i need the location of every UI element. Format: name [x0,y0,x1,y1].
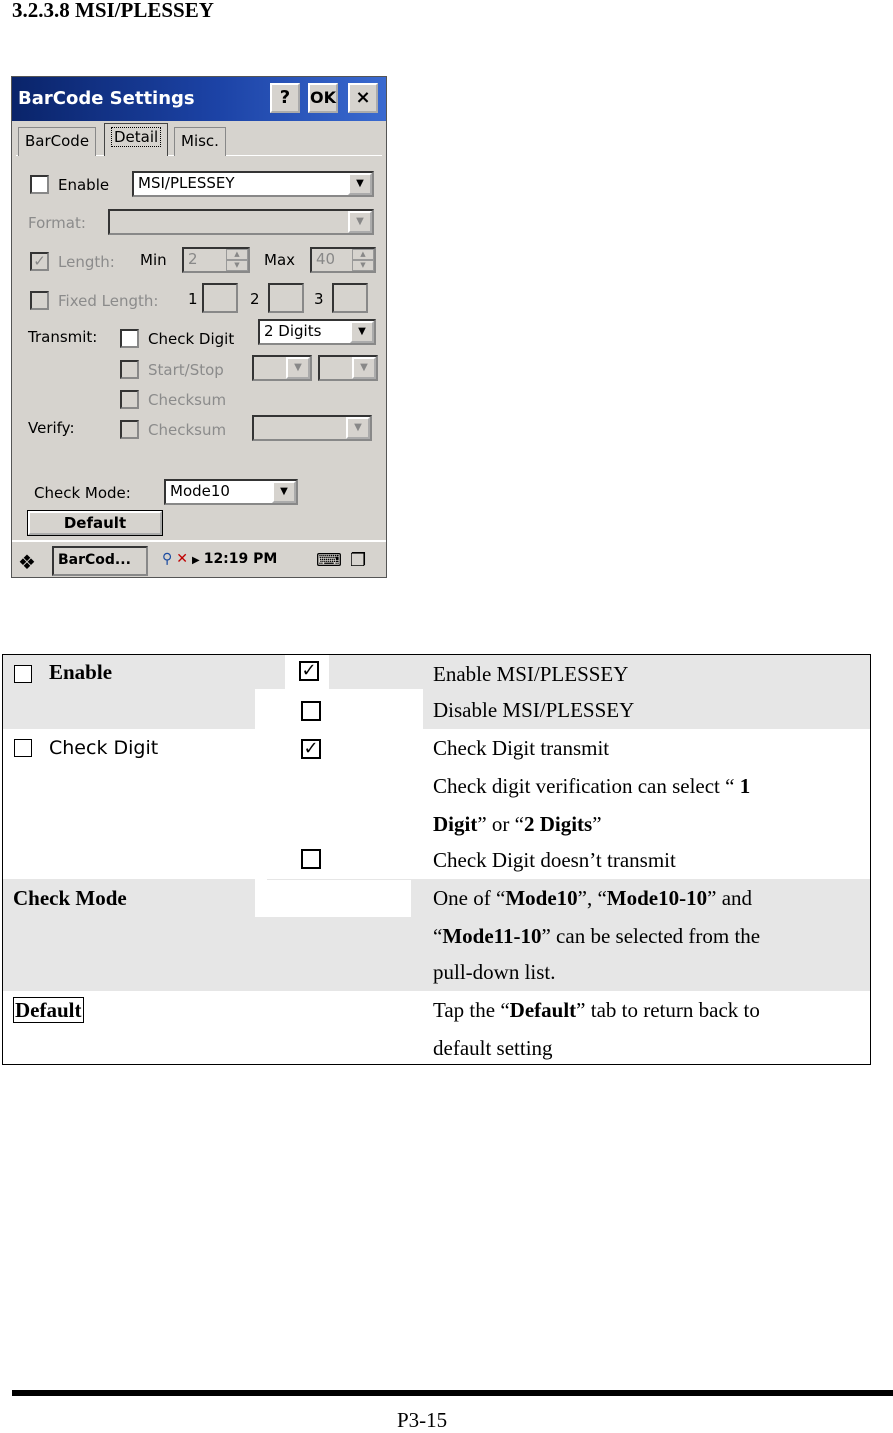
verify-checksum-checkbox[interactable] [120,420,139,439]
fixed-length-label: Fixed Length: [58,292,159,310]
enable-option-box [14,665,32,683]
connection-icon[interactable]: ⚲ [162,551,173,567]
check-digit-off-text: Check Digit doesn’t transmit [433,848,676,872]
windows-switch-icon[interactable]: ❐ [350,550,367,571]
table-row-enable [3,655,870,729]
chevron-down-icon[interactable]: ▼ [348,211,372,233]
check-digit-transmit-text: Check Digit transmit [433,736,610,760]
tab-barcode[interactable]: BarCode [18,127,96,156]
help-button[interactable]: ? [270,83,300,113]
default-heading: Default [15,998,82,1022]
system-tray [162,551,277,567]
check-digit-label: Check Digit [148,330,235,348]
chevron-down-icon[interactable]: ▼ [348,173,372,195]
chevron-down-icon[interactable]: ▼ [286,357,310,379]
checked-box-icon: ✓ [301,739,321,759]
chevron-down-icon[interactable]: ▼ [352,357,376,379]
check-mode-text-line2: “Mode11-10” can be selected from the [433,924,761,948]
settings-description-table [2,654,871,1065]
table-row-default [3,991,870,1065]
input-panel-icon[interactable]: ⌨ [316,550,342,571]
max-spinner[interactable]: 40 ▲ ▼ [310,247,376,273]
verify-checksum-label: Checksum [148,421,227,439]
fixed-2-label: 2 [250,290,260,308]
fixed-length-1-input[interactable] [202,283,238,313]
default-text-line2: default setting [433,1036,553,1060]
window-title: BarCode Settings [18,88,195,109]
default-text-line1: Tap the “Default” tab to return back to [433,998,760,1022]
check-digit-options-text: Digit” or “2 Digits” [433,812,602,836]
chevron-down-icon[interactable]: ▼ [346,417,370,439]
min-label: Min [140,251,167,269]
start-stop-checkbox[interactable] [120,360,139,379]
enable-checkbox[interactable] [30,175,49,194]
length-checkbox[interactable] [30,252,49,271]
check-mode-heading: Check Mode [13,886,127,910]
disconnected-icon[interactable]: ✕ [176,551,188,567]
verify-label: Verify: [28,419,75,437]
enable-label: Enable [58,176,110,194]
format-label: Format: [28,214,86,232]
fixed-length-2-input[interactable] [268,283,304,313]
unchecked-box-icon [301,849,321,869]
spin-up-icon[interactable]: ▲ [352,249,374,260]
chevron-down-icon[interactable]: ▼ [350,321,374,343]
unchecked-box-icon [301,701,321,721]
enable-heading: Enable [49,660,113,684]
page-number: P3-15 [397,1408,448,1432]
length-label: Length: [58,253,115,271]
barcode-settings-screenshot [11,76,387,578]
section-heading: 3.2.3.8 MSI/PLESSEY [12,0,214,22]
spin-down-icon[interactable]: ▼ [226,260,248,271]
format-select[interactable] [108,209,374,235]
check-digit-checkbox[interactable] [120,329,139,348]
symbology-select[interactable]: MSI/PLESSEY ▼ [132,171,374,197]
checked-box-icon: ✓ [299,661,319,681]
check-mode-select[interactable]: Mode10 ▼ [164,479,298,505]
check-mode-text-line1: One of “Mode10”, “Mode10-10” and [433,886,753,910]
max-label: Max [264,251,296,269]
arrow-right-icon: ▶ [192,555,200,566]
check-digit-verification-text: Check digit verification can select “ 1 [433,774,751,798]
table-row-check-mode [3,879,870,991]
check-digit-select[interactable]: 2 Digits ▼ [258,319,376,345]
chevron-down-icon[interactable]: ▼ [272,481,296,503]
windows-start-icon[interactable]: ❖ [18,550,36,574]
spin-down-icon[interactable]: ▼ [352,260,374,271]
fixed-3-label: 3 [314,290,324,308]
footer-rule [12,1390,893,1396]
tab-misc[interactable]: Misc. [174,127,226,156]
fixed-1-label: 1 [188,290,198,308]
checksum-label: Checksum [148,391,227,409]
enable-on-text: Enable MSI/PLESSEY [433,662,629,686]
stop-select[interactable] [318,355,378,381]
title-bar [12,77,386,121]
checksum-checkbox[interactable] [120,390,139,409]
check-mode-text-line3: pull-down list. [433,960,556,984]
clock[interactable]: 12:19 PM [203,551,278,567]
fixed-length-3-input[interactable] [332,283,368,313]
start-select[interactable] [252,355,312,381]
check-digit-heading: Check Digit [49,737,159,759]
spin-up-icon[interactable]: ▲ [226,249,248,260]
min-spinner[interactable]: 2 ▲ ▼ [182,247,250,273]
taskbar [12,540,386,578]
taskbar-app-button[interactable]: BarCod... [52,546,148,576]
verify-select[interactable] [252,415,372,441]
close-button[interactable]: × [348,83,378,113]
tab-detail[interactable]: Detail [104,123,168,156]
ok-button[interactable]: OK [308,83,338,113]
transmit-label: Transmit: [28,328,98,346]
check-digit-option-box [14,739,32,757]
table-row-check-digit [3,729,870,879]
enable-off-text: Disable MSI/PLESSEY [433,698,635,722]
start-stop-label: Start/Stop [148,361,224,379]
check-mode-label: Check Mode: [34,484,131,502]
fixed-length-checkbox[interactable] [30,291,49,310]
default-button[interactable]: Default [28,511,162,535]
checkmark-icon: ✓ [33,252,46,270]
